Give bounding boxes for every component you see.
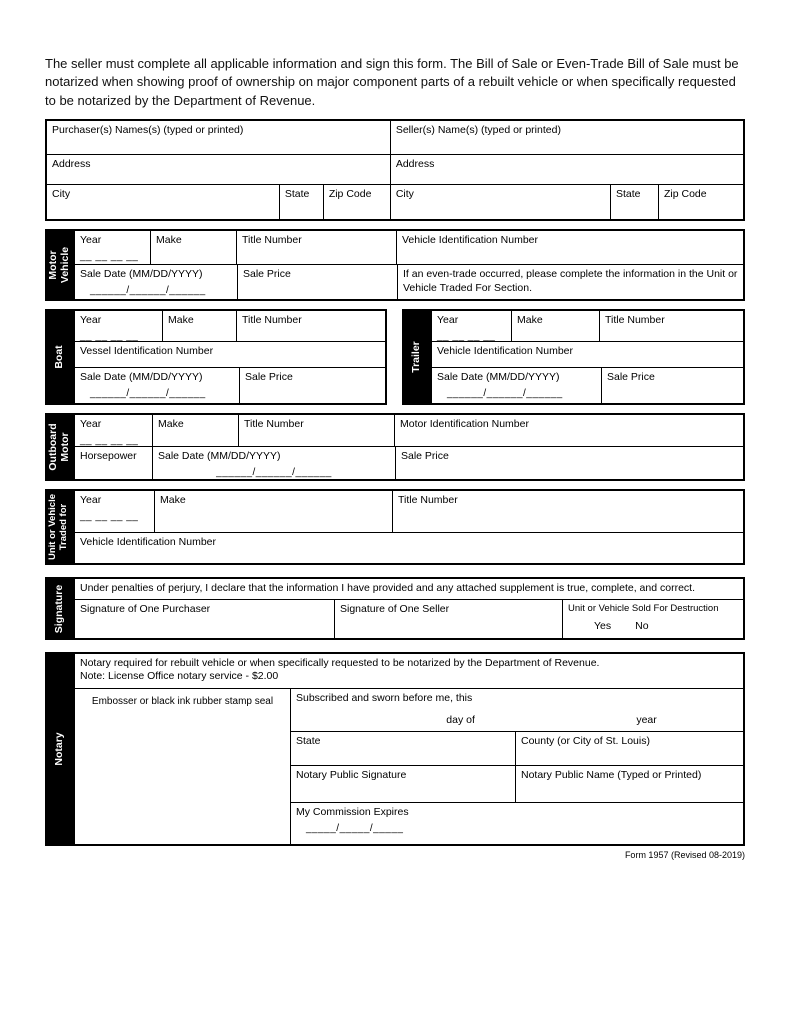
seller-address-label: Address: [395, 158, 435, 171]
ob-year-field[interactable]: [75, 415, 153, 446]
destruction-yes-option[interactable]: Yes: [594, 620, 612, 633]
tf-vin-field[interactable]: [75, 533, 743, 563]
trailer-year-label: Year: [437, 314, 459, 327]
boat-section-bar: [45, 309, 73, 405]
address-row: [47, 155, 743, 185]
mv-make-field[interactable]: [151, 231, 237, 264]
trailer-sale-price-field[interactable]: [602, 368, 743, 403]
mv-title-number-label: Title Number: [242, 234, 302, 247]
outboard-motor-section-title: Outboard Motor: [46, 423, 71, 471]
commission-expires-label: My Commission Expires: [296, 806, 409, 819]
perjury-statement: Under penalties of perjury, I declare that the information I have provided and any attached supplement is true, complete, and correct.: [80, 582, 695, 595]
purchaser-state-label: State: [284, 188, 310, 201]
mv-sale-price-label: Sale Price: [243, 268, 291, 281]
mv-sale-date-blank: ______/______/______: [90, 285, 206, 297]
notary-section-title: Notary: [52, 732, 65, 766]
notary-state-label: State: [296, 735, 321, 748]
trailer-make-label: Make: [517, 314, 543, 327]
outboard-motor-section: [45, 413, 745, 481]
tf-vin-label: Vehicle Identification Number: [80, 536, 216, 549]
ob-horsepower-field[interactable]: [75, 447, 153, 479]
boat-sale-date-field[interactable]: [75, 368, 240, 403]
motor-vehicle-section-title: Motor Vehicle: [46, 247, 71, 284]
notary-signature-label: Notary Public Signature: [296, 769, 407, 782]
mv-sale-date-field[interactable]: [75, 265, 238, 299]
trailer-section-bar: [402, 309, 430, 405]
seller-zip-label: Zip Code: [664, 188, 707, 201]
ob-sale-date-label: Sale Date (MM/DD/YYYY): [158, 450, 281, 463]
trailer-year-field[interactable]: [432, 311, 512, 341]
perjury-statement-cell: [75, 579, 743, 599]
purchaser-names-field[interactable]: [47, 121, 390, 154]
trailer-vin-label: Vehicle Identification Number: [437, 345, 573, 358]
city-state-zip-row: [47, 185, 743, 219]
trailer-sale-date-blank: ______/______/______: [447, 388, 563, 400]
notary-fee-note: Note: License Office notary service - $2.00: [80, 670, 279, 683]
signature-section-title: Signature: [52, 584, 65, 634]
mv-sale-date-label: Sale Date (MM/DD/YYYY): [80, 268, 203, 281]
signature-section: [45, 577, 745, 640]
boat-title-number-label: Title Number: [242, 314, 302, 327]
purchaser-city-label: City: [52, 188, 71, 201]
form-number: Form 1957 (Revised 08-2019): [624, 850, 745, 861]
trailer-sale-date-field[interactable]: [432, 368, 602, 403]
ob-year-blank: __ __ __ __: [80, 435, 139, 447]
boat-year-blank: __ __ __ __: [80, 331, 139, 342]
notary-name-field[interactable]: [516, 766, 743, 802]
notary-name-label: Notary Public Name (Typed or Printed): [521, 769, 702, 782]
seller-signature-field[interactable]: [335, 600, 563, 638]
tf-year-label: Year: [80, 494, 102, 507]
seller-names-label: Seller(s) Name(s) (typed or printed): [395, 124, 561, 137]
destruction-no-option[interactable]: No: [635, 620, 649, 633]
boat-year-field[interactable]: [75, 311, 163, 341]
boat-sale-date-blank: ______/______/______: [90, 388, 206, 400]
ob-sale-price-label: Sale Price: [401, 450, 449, 463]
tf-make-label: Make: [160, 494, 186, 507]
mv-sale-price-field[interactable]: [238, 265, 398, 299]
trailer-section-title: Trailer: [409, 341, 422, 374]
names-row: [47, 121, 743, 155]
mv-year-label: Year: [80, 234, 102, 247]
seller-zip-field[interactable]: [659, 185, 743, 219]
mv-year-field[interactable]: [75, 231, 151, 264]
traded-for-section-title: Unit or Vehicle Traded for: [47, 494, 69, 561]
commission-expires-field[interactable]: [291, 803, 743, 844]
boat-sale-price-field[interactable]: [240, 368, 385, 403]
seller-names-field[interactable]: [391, 121, 743, 154]
seller-signature-label: Signature of One Seller: [340, 603, 450, 616]
ob-year-label: Year: [80, 418, 102, 431]
boat-make-label: Make: [168, 314, 194, 327]
outboard-motor-section-bar: [45, 413, 73, 481]
parties-table: [45, 119, 745, 221]
seller-state-field[interactable]: [611, 185, 659, 219]
ob-motor-id-label: Motor Identification Number: [400, 418, 529, 431]
notary-section: [45, 652, 745, 846]
traded-for-section-bar: [45, 489, 73, 565]
boat-make-field[interactable]: [163, 311, 237, 341]
trailer-year-blank: __ __ __ __: [437, 331, 496, 342]
ob-sale-price-field[interactable]: [396, 447, 743, 479]
purchaser-signature-label: Signature of One Purchaser: [80, 603, 211, 616]
motor-vehicle-section: [45, 229, 745, 301]
boat-vessel-id-label: Vessel Identification Number: [80, 345, 214, 358]
tf-year-field[interactable]: [75, 491, 155, 532]
mv-vin-field[interactable]: [397, 231, 743, 264]
boat-sale-price-label: Sale Price: [245, 371, 293, 384]
boat-year-label: Year: [80, 314, 102, 327]
purchaser-city-field[interactable]: [47, 185, 280, 219]
purchaser-address-label: Address: [52, 158, 91, 171]
trailer-sale-price-label: Sale Price: [607, 371, 655, 384]
ob-title-number-field[interactable]: [239, 415, 395, 446]
mv-even-trade-note: If an even-trade occurred, please complete the information in the Unit or Vehicle Traded For Section.: [403, 268, 738, 294]
notary-notes-cell: [75, 654, 743, 688]
tf-make-field[interactable]: [155, 491, 393, 532]
boat-title-number-field[interactable]: [237, 311, 385, 341]
destruction-label: Unit or Vehicle Sold For Destruction: [568, 603, 719, 615]
ob-horsepower-label: Horsepower: [80, 450, 137, 463]
notary-county-field[interactable]: [516, 732, 743, 765]
trailer-section: [402, 309, 745, 405]
notary-county-label: County (or City of St. Louis): [521, 735, 650, 748]
mv-even-trade-note-cell: [398, 265, 743, 299]
purchaser-zip-label: Zip Code: [328, 188, 372, 201]
trailer-title-number-label: Title Number: [605, 314, 665, 327]
purchaser-state-field[interactable]: [280, 185, 324, 219]
mv-year-blank: __ __ __ __: [80, 251, 139, 263]
purchaser-names-label: Purchaser(s) Names(s) (typed or printed): [52, 124, 244, 137]
trailer-title-number-field[interactable]: [600, 311, 743, 341]
ob-make-field[interactable]: [153, 415, 239, 446]
destruction-field: [563, 600, 743, 638]
notary-seal-area[interactable]: [75, 689, 291, 844]
tf-year-blank: __ __ __ __: [80, 511, 139, 523]
year-word-label: year: [636, 714, 657, 727]
seller-city-label: City: [395, 188, 414, 201]
trailer-vin-field[interactable]: [432, 342, 743, 367]
motor-vehicle-section-bar: [45, 229, 73, 301]
trailer-make-field[interactable]: [512, 311, 600, 341]
ob-sale-date-blank: ______/______/______: [216, 467, 332, 479]
seller-state-label: State: [616, 188, 641, 201]
ob-sale-date-field[interactable]: [153, 447, 396, 479]
mv-vin-label: Vehicle Identification Number: [402, 234, 538, 247]
notary-signature-field[interactable]: [291, 766, 516, 802]
tf-title-number-field[interactable]: [393, 491, 743, 532]
seller-address-field[interactable]: [391, 155, 743, 184]
purchaser-address-field[interactable]: [47, 155, 390, 184]
signature-section-bar: [45, 577, 73, 640]
boat-sale-date-label: Sale Date (MM/DD/YYYY): [80, 371, 203, 384]
tf-title-number-label: Title Number: [398, 494, 458, 507]
sworn-before-label: Subscribed and sworn before me, this: [296, 692, 473, 705]
day-of-label: day of: [446, 714, 475, 727]
ob-title-number-label: Title Number: [244, 418, 304, 431]
commission-expires-blank: _____/_____/_____: [306, 823, 404, 835]
notary-seal-label: Embosser or black ink rubber stamp seal: [91, 696, 274, 708]
mv-make-label: Make: [156, 234, 182, 247]
sworn-before-field[interactable]: [291, 689, 743, 731]
purchaser-signature-field[interactable]: [75, 600, 335, 638]
boat-section-title: Boat: [52, 345, 65, 370]
notary-section-bar: [45, 652, 73, 846]
destruction-options: [568, 620, 738, 632]
trailer-sale-date-label: Sale Date (MM/DD/YYYY): [437, 371, 560, 384]
seller-city-field[interactable]: [391, 185, 611, 219]
instructions-paragraph: The seller must complete all applicable information and sign this form. The Bill of Sale or Even-Trade Bill of Sale must be notarized when showing proof of ownership on major component parts of a rebuilt vehicle or when specifically requested to be notarized by the Department of Revenue.: [45, 56, 739, 108]
boat-trailer-row: [45, 309, 745, 405]
mv-title-number-field[interactable]: [237, 231, 397, 264]
ob-make-label: Make: [158, 418, 184, 431]
ob-motor-id-field[interactable]: [395, 415, 743, 446]
purchaser-zip-field[interactable]: [324, 185, 390, 219]
notary-required-note: Notary required for rebuilt vehicle or when specifically requested to be notarized by the Department of Revenue.: [80, 657, 600, 670]
boat-section: [45, 309, 387, 405]
notary-state-field[interactable]: [291, 732, 516, 765]
boat-vessel-id-field[interactable]: [75, 342, 385, 367]
traded-for-section: [45, 489, 745, 565]
